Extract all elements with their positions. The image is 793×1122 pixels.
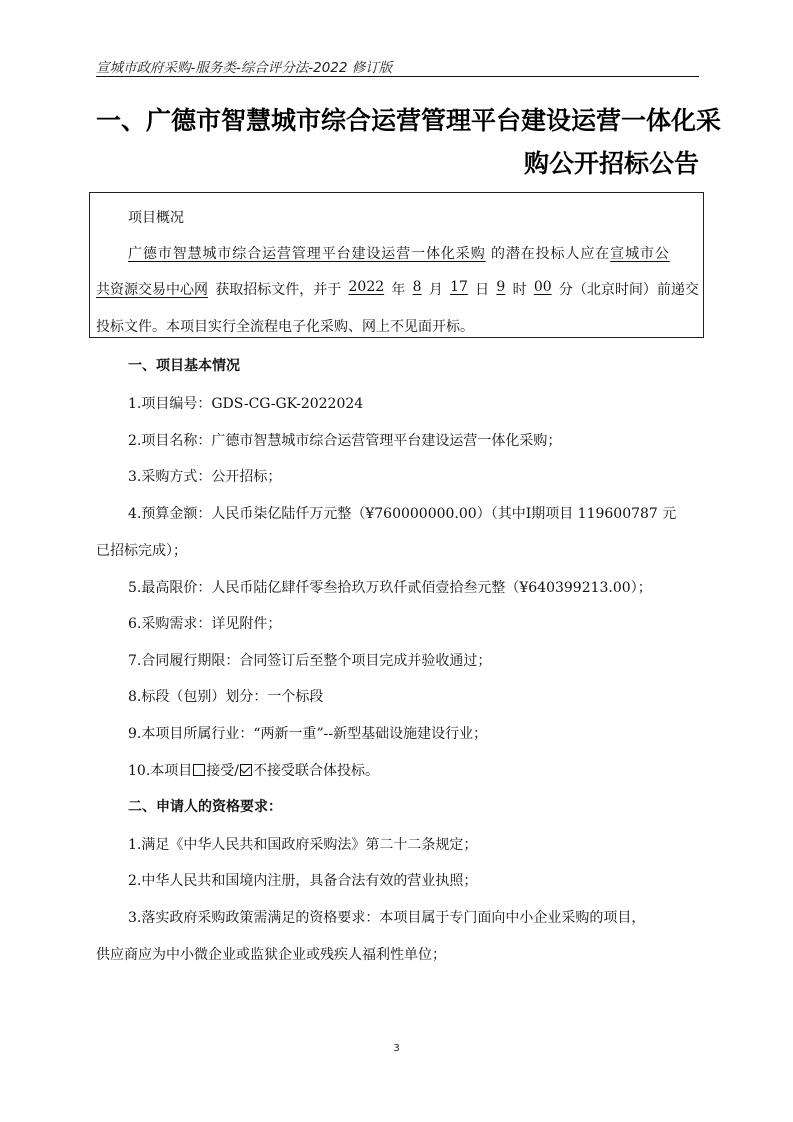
section1-item-8: 8.标段（包别）划分：一个标段 — [128, 689, 324, 705]
overview-text: 分（北京时间）前递交 — [558, 282, 699, 298]
page-title-line-1: 一、广德市智慧城市综合运营管理平台建设运营一体化采 — [96, 106, 722, 135]
overview-line-1 — [128, 243, 699, 263]
section2-heading: 二、申请人的资格要求： — [128, 799, 282, 815]
deadline-month: 8 — [412, 279, 422, 295]
section1-item-4-cont: 已招标完成）； — [96, 543, 187, 559]
section2-item-1: 1.满足《中华人民共和国政府采购法》第二十二条规定； — [128, 837, 478, 853]
section1-item-9: 9.本项目所属行业：“两新一重”--新型基础设施建设行业； — [128, 726, 488, 742]
page-number: 3 — [393, 1043, 400, 1054]
overview-line-2 — [96, 279, 699, 299]
platform-name-underlined: 宣城市公 — [610, 246, 670, 262]
section2-item-3: 3.落实政府采购政策需满足的资格要求：本项目属于专门面向中小企业采购的项目， — [128, 910, 646, 926]
section1-item-3: 3.采购方式：公开招标； — [128, 469, 282, 485]
deadline-day: 17 — [450, 279, 468, 295]
section1-item-2: 2.项目名称：广德市智慧城市综合运营管理平台建设运营一体化采购； — [128, 433, 562, 449]
item-text: 10.本项目 — [128, 763, 193, 779]
deadline-minute: 00 — [533, 279, 552, 295]
section1-item-5: 5.最高限价：人民币陆亿肆仟零叁拾玖万玖仟贰佰壹拾叁元整（¥640399213.00）； — [128, 580, 652, 596]
overview-text: 日 — [475, 282, 490, 298]
section1-item-1: 1.项目编号：GDS-CG-GK-2022024 — [128, 396, 364, 412]
page-header: 宣城市政府采购-服务类-综合评分法-2022 修订版 — [96, 60, 393, 76]
page-title-line-2: 购公开招标公告 — [523, 149, 699, 178]
overview-line-3: 投标文件。本项目实行全流程电子化采购、网上不见面开标。 — [96, 319, 474, 335]
project-name-underlined: 广德市智慧城市综合运营管理平台建设运营一体化采购 — [128, 246, 486, 262]
section1-heading: 一、项目基本情况 — [128, 358, 240, 374]
overview-text: 年 — [391, 282, 406, 298]
item-text: 不接受联合体投标。 — [252, 763, 379, 779]
overview-text: 月 — [428, 282, 443, 298]
section1-item-4: 4.预算金额：人民币柒亿陆仟万元整（¥760000000.00）（其中Ⅰ期项目 119600787 元 — [128, 506, 677, 522]
section1-item-6: 6.采购需求：详见附件； — [128, 616, 282, 632]
overview-text: 时 — [512, 282, 527, 298]
deadline-hour: 9 — [496, 279, 506, 295]
section1-item-10 — [128, 760, 699, 780]
section2-item-2: 2.中华人民共和国境内注册，具备合法有效的营业执照； — [128, 873, 478, 889]
platform-name-underlined: 共资源交易中心网 — [96, 282, 208, 298]
checkbox-accept-icon — [193, 764, 205, 776]
item-text: 接受/ — [206, 763, 239, 779]
header-rule — [96, 76, 699, 77]
deadline-year: 2022 — [348, 279, 385, 295]
overview-text: 的潜在投标人应在 — [485, 246, 611, 262]
overview-text: 获取招标文件，并于 — [215, 282, 342, 298]
section1-item-7: 7.合同履行期限：合同签订后至整个项目完成并验收通过； — [128, 653, 492, 669]
section2-item-3-cont: 供应商应为中小微企业或监狱企业或残疾人福利性单位； — [96, 947, 446, 963]
checkbox-reject-checked-icon — [240, 764, 252, 776]
overview-heading: 项目概况 — [128, 210, 184, 226]
